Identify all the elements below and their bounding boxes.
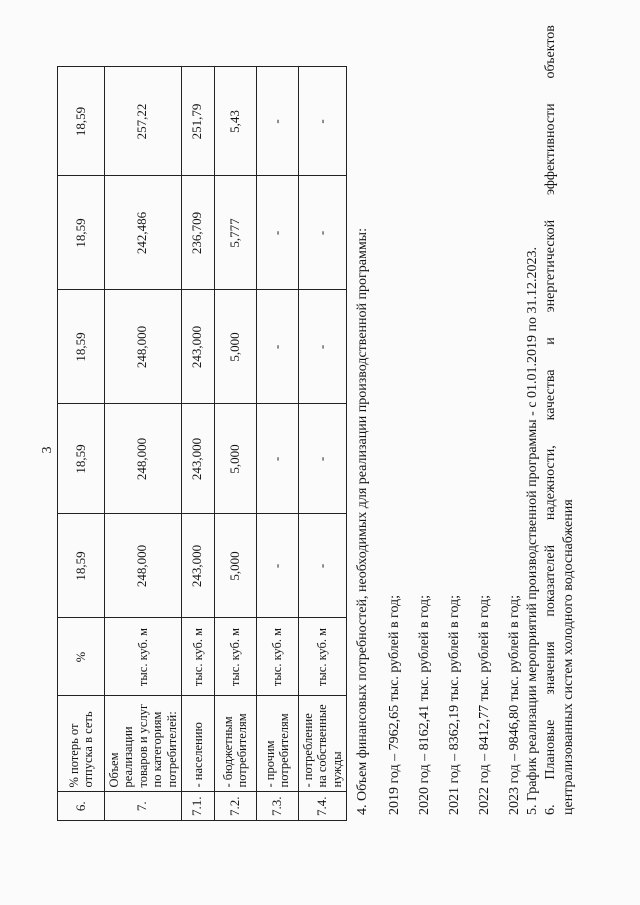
year-2020-line: 2020 год – 8162,41 тыс. рублей в год;: [417, 594, 432, 815]
value-cell: 243,000: [181, 404, 214, 514]
table-row: [58, 67, 105, 821]
value-cell: 18,59: [58, 176, 105, 290]
table-row: [256, 67, 298, 821]
value-cell: 5,777: [214, 176, 256, 290]
unit-cell: тыс. куб. м: [105, 618, 182, 696]
value-cell: 251,79: [181, 67, 214, 176]
unit-cell: тыс. куб. м: [181, 618, 214, 696]
indicators-paragraph-line1: [543, 25, 559, 815]
indicator-cell: % потерь от отпуска в сеть: [58, 696, 105, 792]
paragraph-word: эффективности: [543, 103, 558, 196]
value-cell: -: [256, 176, 298, 290]
value-cell: 5,000: [214, 514, 256, 618]
value-cell: 5,43: [214, 67, 256, 176]
table-row: [105, 67, 182, 821]
page-number: 3: [40, 446, 55, 454]
value-cell: -: [256, 67, 298, 176]
schedule-paragraph: 5. График реализации мероприятий производственной программы - с 01.01.2019 по 31.12.2023.: [525, 246, 540, 815]
value-cell: 236,709: [181, 176, 214, 290]
paragraph-word: качества: [543, 369, 558, 421]
unit-cell: %: [58, 618, 105, 696]
paragraph-word: значения: [543, 641, 558, 695]
row-number-cell: 7.: [105, 792, 182, 821]
row-number-cell: 7.1.: [181, 792, 214, 821]
value-cell: 248,000: [105, 290, 182, 404]
value-cell: -: [298, 67, 346, 176]
value-cell: 18,59: [58, 404, 105, 514]
financial-needs-heading: 4. Объем финансовых потребностей, необходимых для реализации производственной программы:: [355, 228, 370, 815]
year-2023-line: 2023 год – 9846,80 тыс. рублей в год;: [507, 594, 522, 815]
value-cell: 18,59: [58, 290, 105, 404]
value-cell: 242,486: [105, 176, 182, 290]
paragraph-word: Плановые: [543, 719, 558, 780]
value-cell: 248,000: [105, 404, 182, 514]
value-cell: -: [256, 514, 298, 618]
value-cell: -: [256, 290, 298, 404]
value-cell: -: [298, 404, 346, 514]
value-cell: 248,000: [105, 514, 182, 618]
paragraph-word: надежности,: [543, 445, 558, 521]
year-2019-line: 2019 год – 7962,65 тыс. рублей в год;: [387, 594, 402, 815]
value-cell: -: [298, 514, 346, 618]
table-row: [214, 67, 256, 821]
paragraph-word: 6.: [543, 804, 558, 815]
unit-cell: тыс. куб. м: [214, 618, 256, 696]
value-cell: -: [256, 404, 298, 514]
indicator-cell: - потребление на собственные нужды: [298, 696, 346, 792]
value-cell: 5,000: [214, 404, 256, 514]
paragraph-word: объектов: [543, 25, 558, 79]
year-2021-line: 2021 год – 8362,19 тыс. рублей в год;: [447, 594, 462, 815]
indicator-cell: - бюджетным потребителям: [214, 696, 256, 792]
year-2022-line: 2022 год – 8412,77 тыс. рублей в год;: [477, 594, 492, 815]
indicator-cell: Объем реализации товаров и услуг по категориям потребителей:: [105, 696, 182, 792]
indicator-cell: - населению: [181, 696, 214, 792]
value-cell: 243,000: [181, 290, 214, 404]
row-number-cell: 7.3.: [256, 792, 298, 821]
indicators-table: [57, 67, 347, 822]
row-number-cell: 7.2.: [214, 792, 256, 821]
value-cell: -: [298, 176, 346, 290]
paragraph-word: энергетической: [543, 219, 558, 313]
unit-cell: тыс. куб. м: [298, 618, 346, 696]
table-row: [298, 67, 346, 821]
value-cell: -: [298, 290, 346, 404]
row-number-cell: 6.: [58, 792, 105, 821]
paragraph-word: и: [543, 337, 558, 345]
value-cell: 243,000: [181, 514, 214, 618]
indicators-paragraph-line2: централизованных систем холодного водоснабжения: [561, 499, 576, 815]
value-cell: 257,22: [105, 67, 182, 176]
indicator-cell: - прочим потребителям: [256, 696, 298, 792]
unit-cell: тыс. куб. м: [256, 618, 298, 696]
row-number-cell: 7.4.: [298, 792, 346, 821]
paragraph-word: показателей: [543, 544, 558, 617]
value-cell: 5,000: [214, 290, 256, 404]
value-cell: 18,59: [58, 514, 105, 618]
value-cell: 18,59: [58, 67, 105, 176]
table-row: [181, 67, 214, 821]
